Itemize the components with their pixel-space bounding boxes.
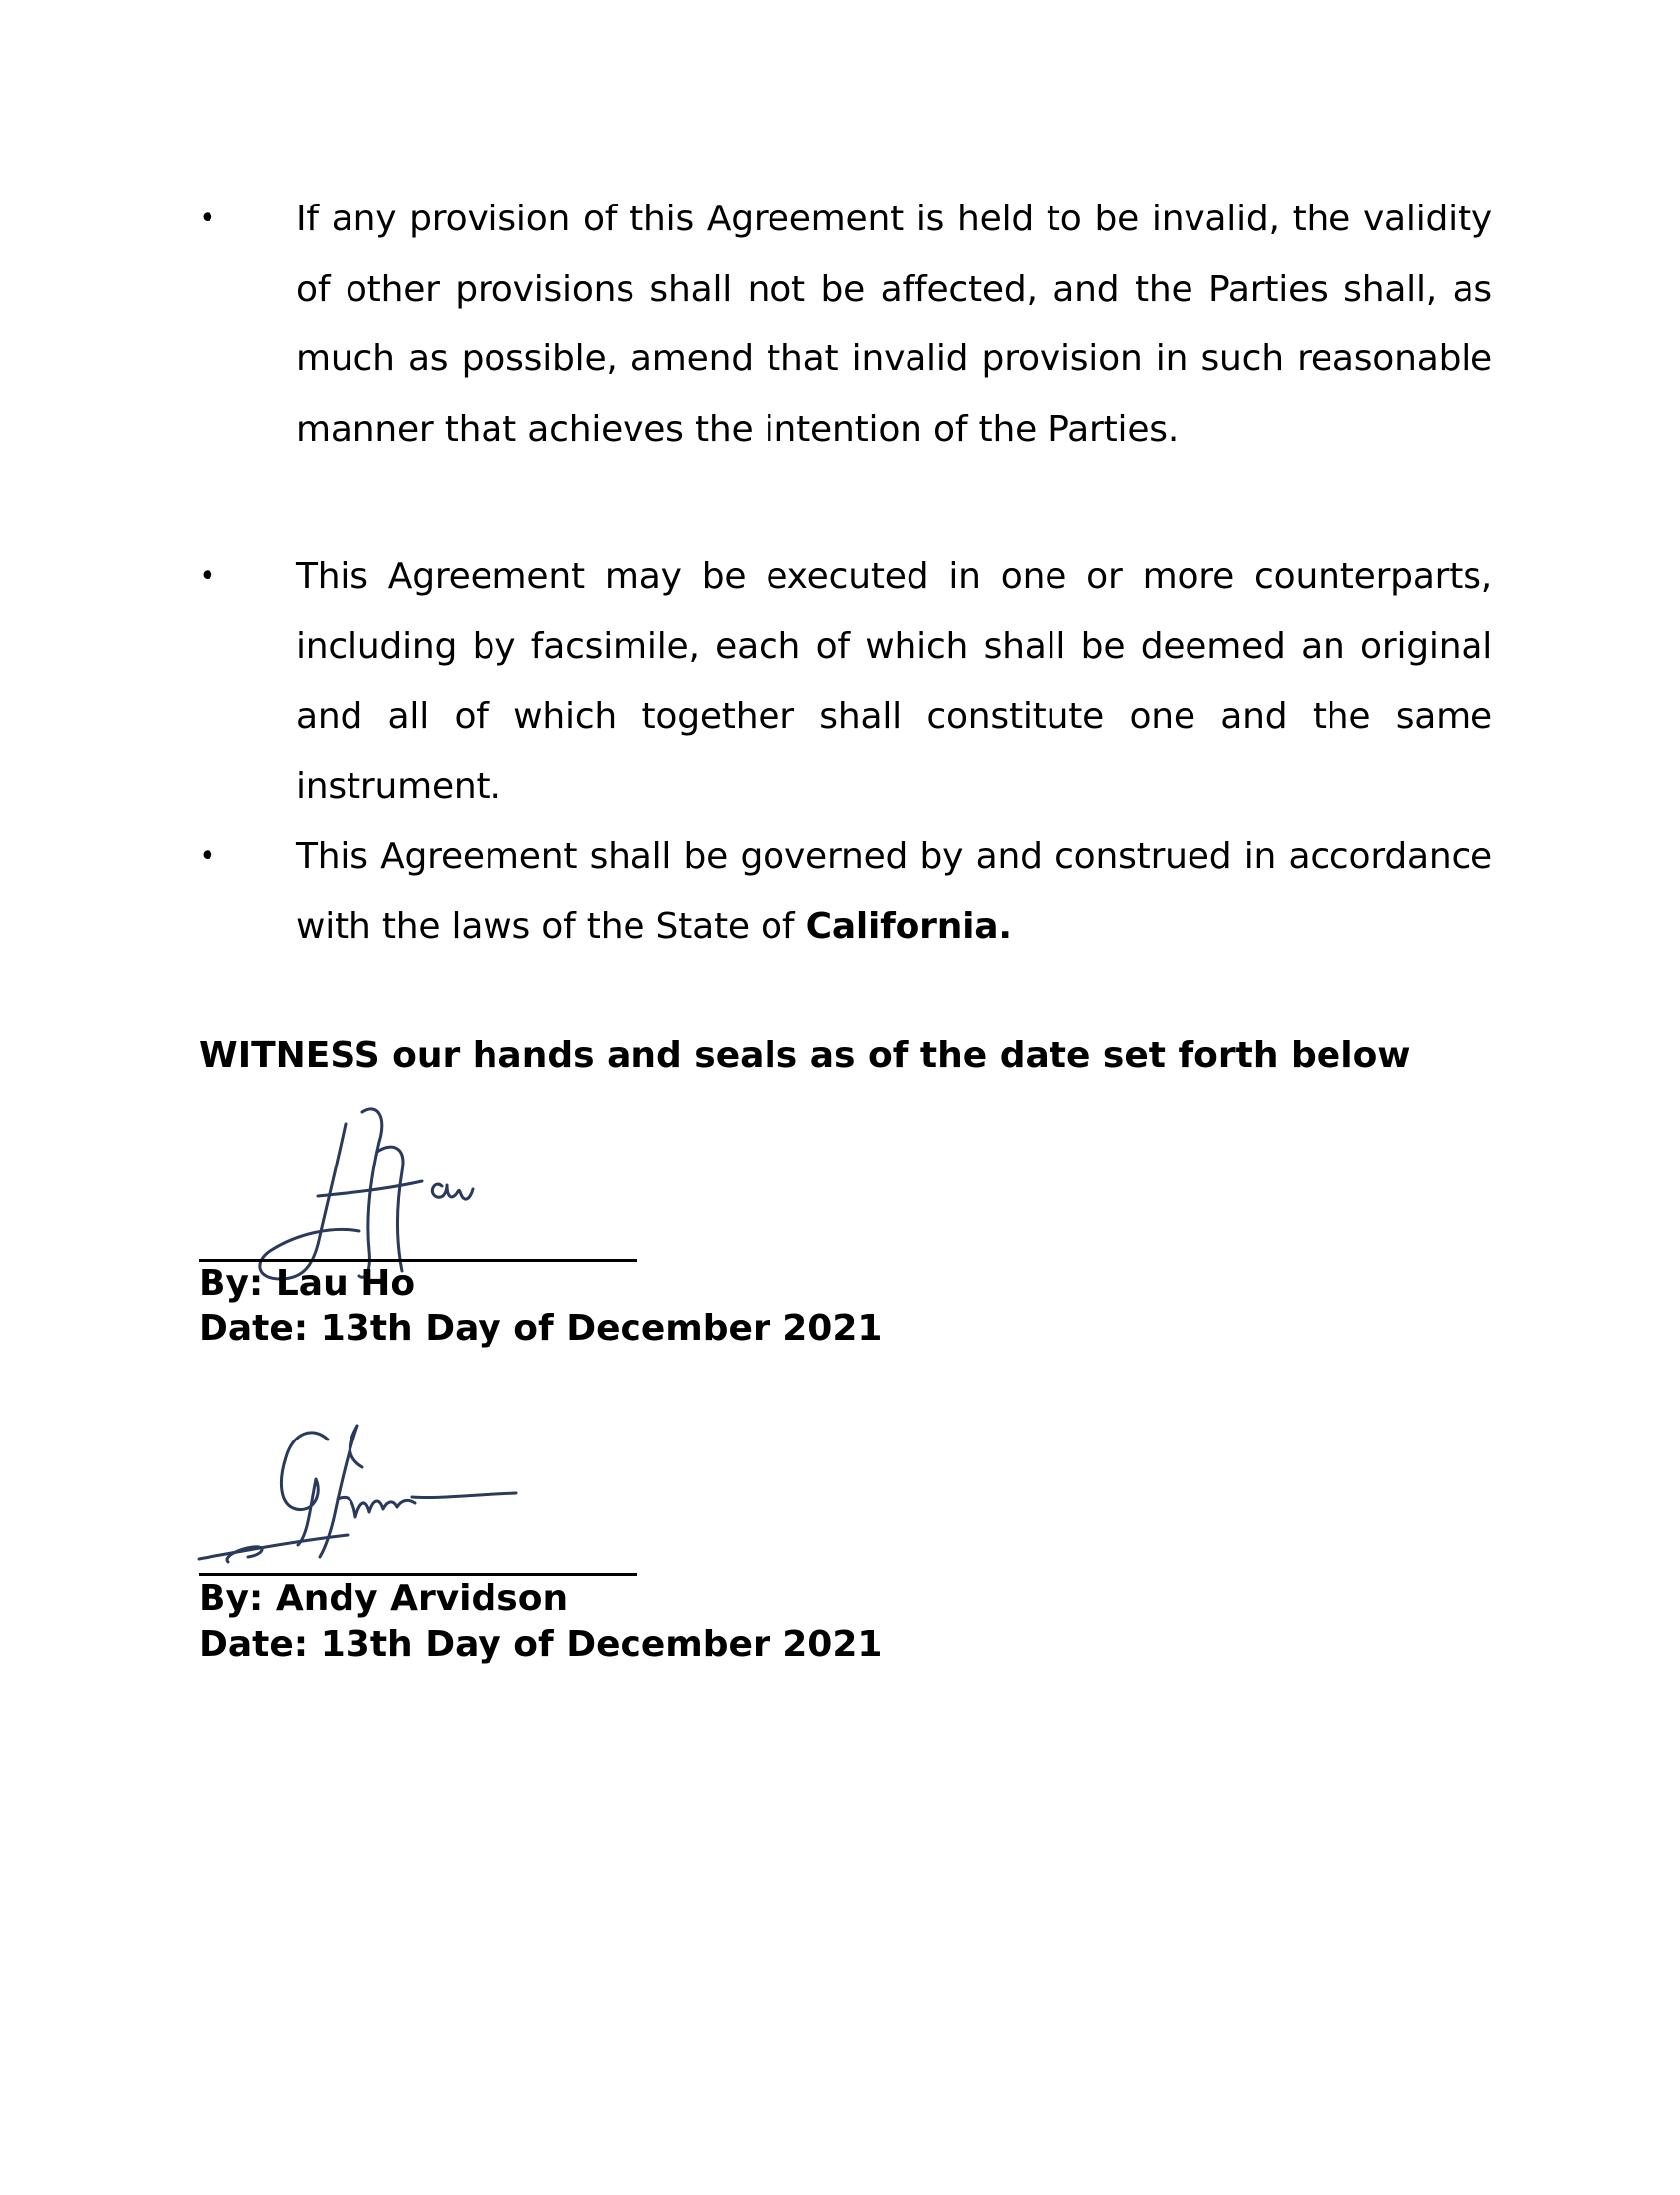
clause-text: This Agreement may be executed in one or more counterparts, including by facsimile, each of which shall be deemed an original and all of which together shall constitute one and the same instrument. <box>296 556 1492 807</box>
bullet-marker: • <box>199 202 216 236</box>
signatory-name: By: Lau Ho <box>199 1263 416 1303</box>
witness-heading: WITNESS our hands and seals as of the date set forth below <box>199 1035 1411 1076</box>
signature-date: Date: 13th Day of December 2021 <box>199 1308 883 1349</box>
signature-date: Date: 13th Day of December 2021 <box>199 1624 883 1665</box>
clause-text-main: This Agreement shall be governed by and construed in accordance with the laws of the State of <box>296 836 1492 947</box>
clause-text <box>296 822 1492 962</box>
clause-text: If any provision of this Agreement is held to be invalid, the validity of other provisions shall not be affected, and the Parties shall, as much as possible, amend that invalid provision in such reasonable manner that achieves the intention of the Parties. <box>296 199 1492 450</box>
signature-block-andy-arvidson <box>199 1418 883 1666</box>
bullet-marker: • <box>199 559 216 594</box>
signature-line <box>199 1573 637 1576</box>
signatory-name: By: Andy Arvidson <box>199 1578 569 1619</box>
state-name: California. <box>805 905 1012 947</box>
bullet-marker: • <box>199 839 216 874</box>
signature-block-lau-ho <box>199 1102 883 1350</box>
handwritten-signature-andy-arvidson <box>199 1418 536 1577</box>
